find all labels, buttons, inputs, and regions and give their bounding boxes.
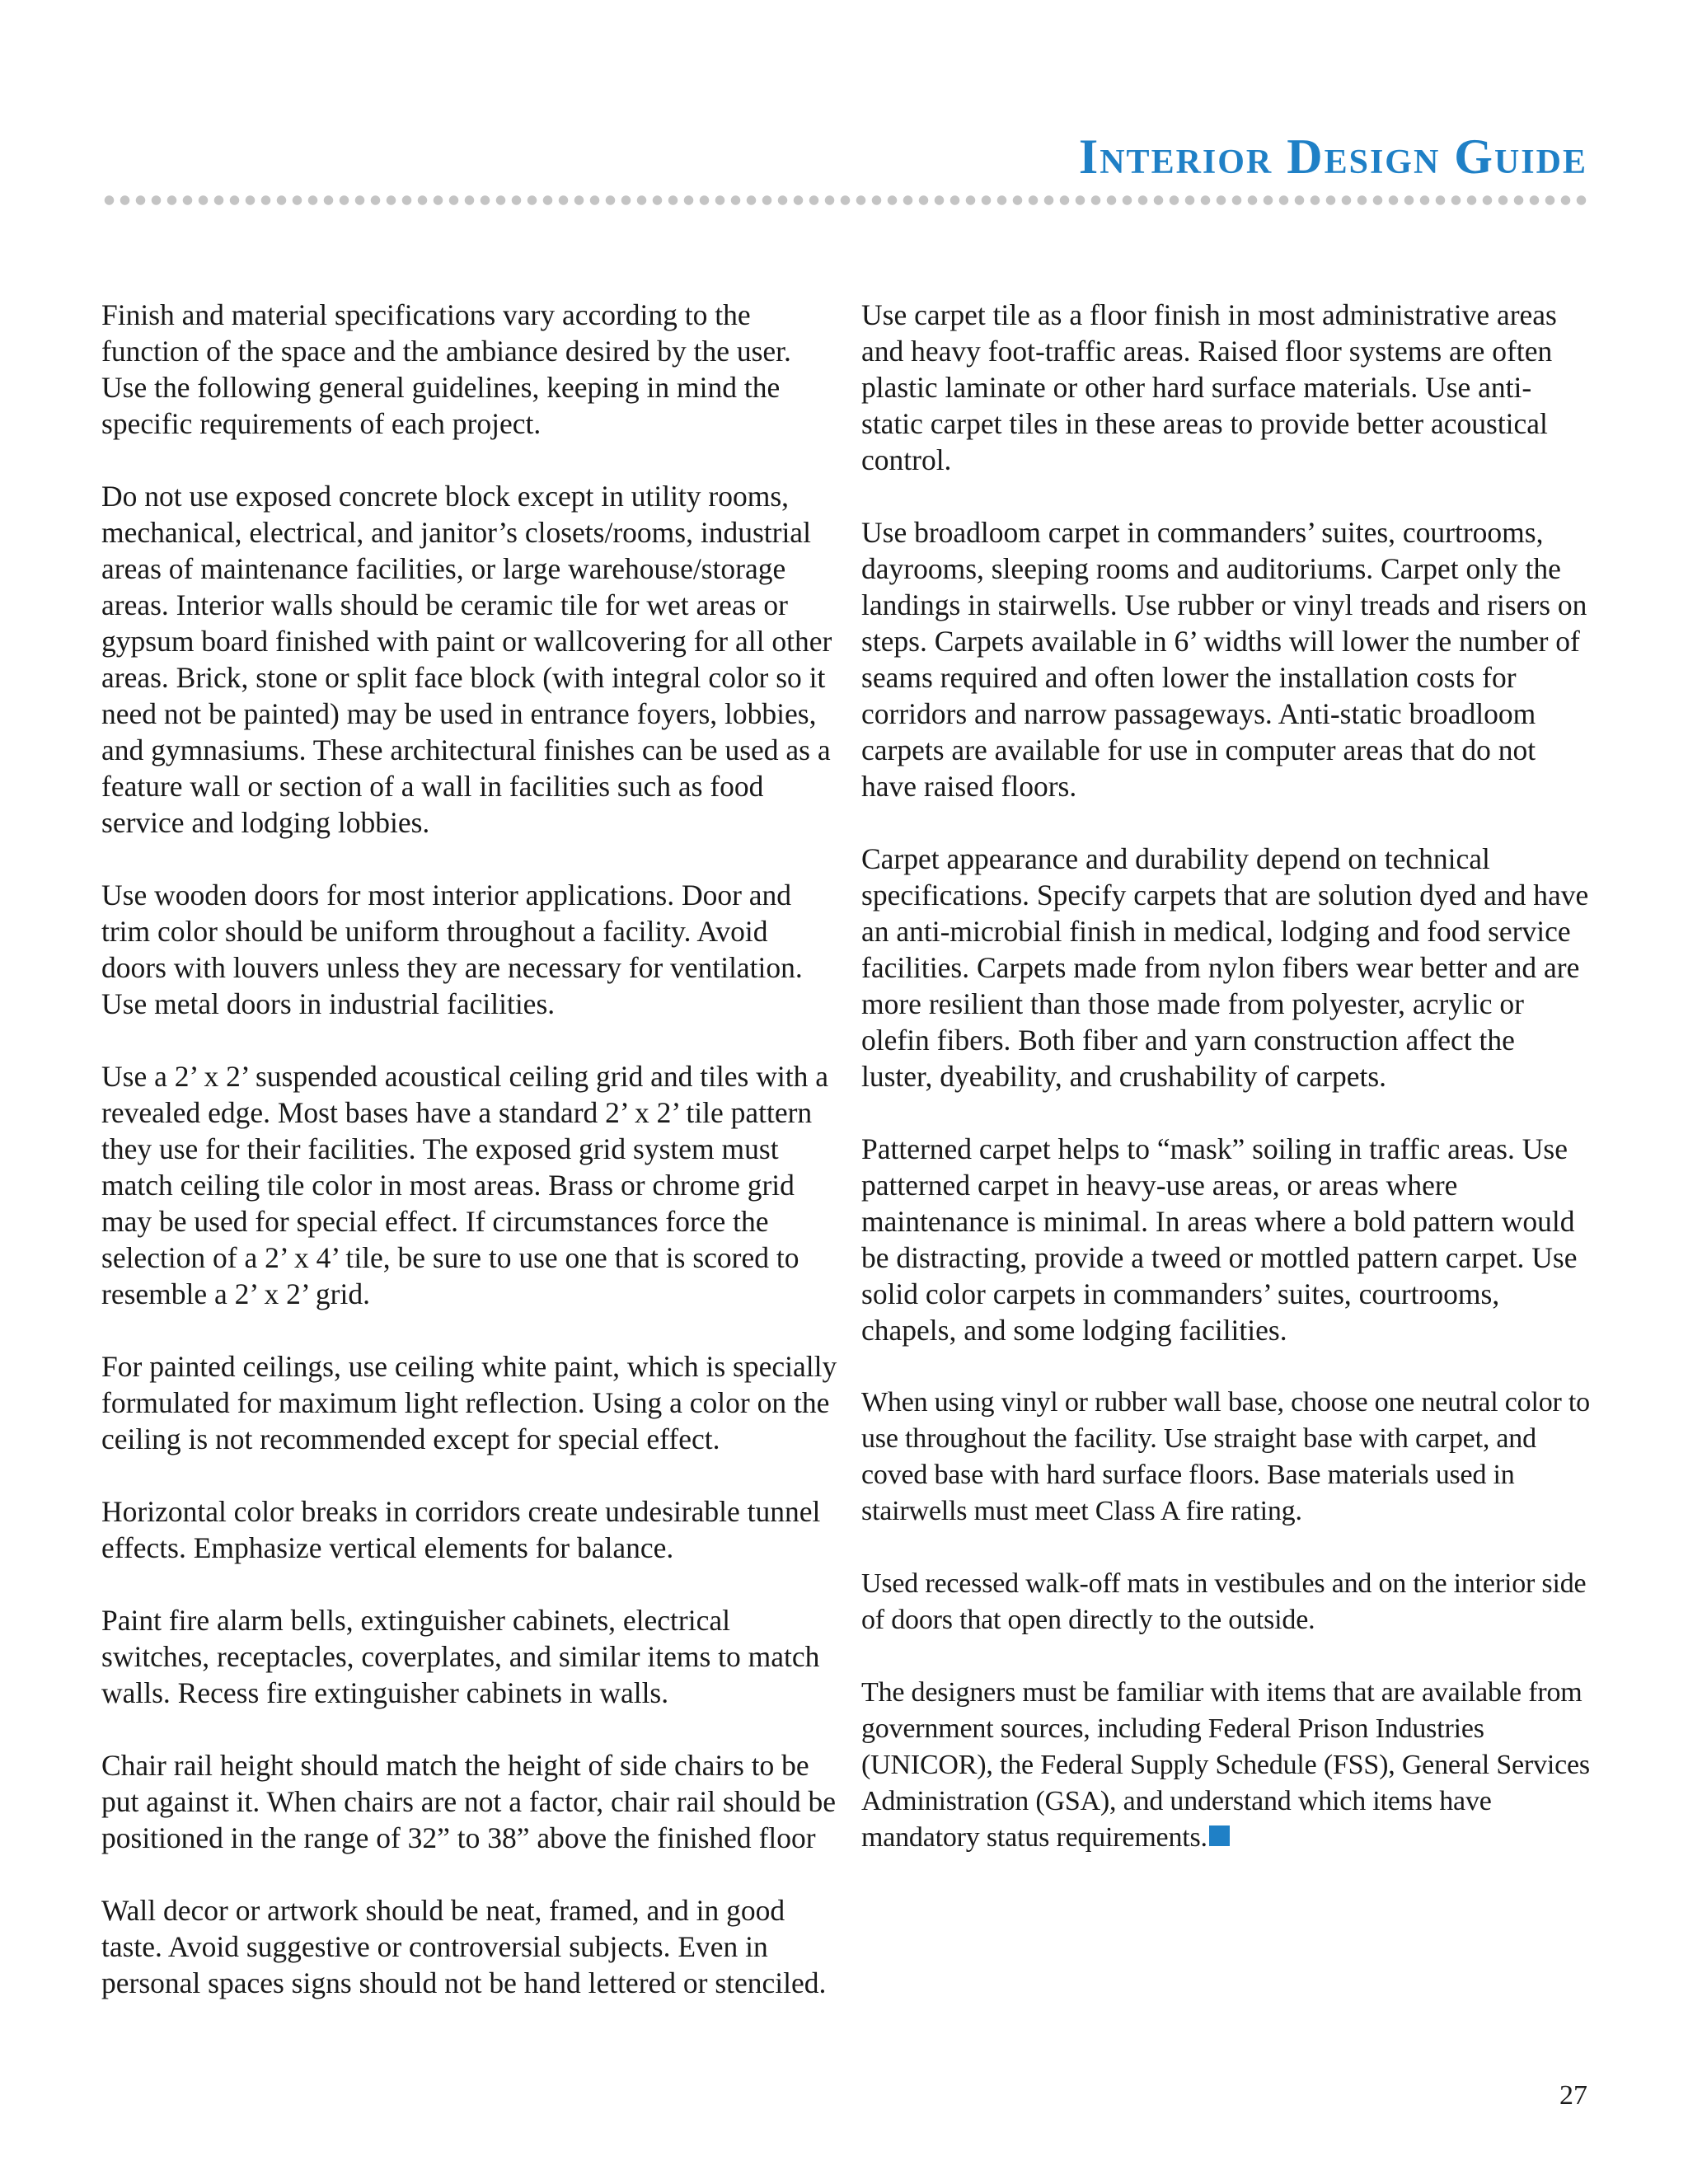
- left-column: [101, 297, 839, 2037]
- paragraph: Use a 2’ x 2’ suspended acoustical ceiling grid and tiles with a revealed edge. Most bases have a standard 2’ x 2’ tile pattern they use for their facilities. The exposed grid system must match ceiling tile color in most areas. Brass or chrome grid may be used for special effect. If circumstances force the selection of a 2’ x 4’ tile, be sure to use one that is scored to resemble a 2’ x 2’ grid.: [101, 1060, 828, 1310]
- right-column: [861, 297, 1591, 1892]
- paragraph: Wall decor or artwork should be neat, framed, and in good taste. Avoid suggestive or controversial subjects. Even in personal spaces signs should not be hand lettered or stenciled.: [101, 1894, 827, 1999]
- page-number: 27: [1559, 2080, 1587, 2111]
- paragraph: Used recessed walk-off mats in vestibules and on the interior side of doors that open directly to the outside.: [861, 1568, 1587, 1635]
- paragraph: Carpet appearance and durability depend on technical specifications. Specify carpets that are solution dyed and have an anti-microbial finish in medical, lodging and food service facilities. Carpets made from nylon fibers wear better and are more resilient than those made from polyester, acrylic or olefin fibers. Both fiber and yarn construction affect the luster, dyeability, and crushability of carpets.: [861, 842, 1589, 1093]
- paragraph: Do not use exposed concrete block except in utility rooms, mechanical, electrical, and janitor’s closets/rooms, industrial areas of maintenance facilities, or large warehouse/storage areas. Interior walls should be ceramic tile for wet areas or gypsum board finished with paint or wallcovering for all other areas. Brick, stone or split face block (with integral color so it need not be painted) may be used in entrance foyers, lobbies, and gymnasiums. These architectural finishes can be used as a feature wall or section of a wall in facilities such as food service and lodging lobbies.: [101, 480, 832, 839]
- page-title: Interior Design Guide: [1078, 129, 1587, 184]
- paragraph: Use broadloom carpet in commanders’ suites, courtrooms, dayrooms, sleeping rooms and auditoriums. Carpet only the landings in stairwells. Use rubber or vinyl treads and risers on steps. Carpets available in 6’ widths will lower the number of seams required and often lower the installation costs for corridors and narrow passageways. Anti-static broadloom carpets are available for use in computer areas that do not have raised floors.: [861, 516, 1587, 803]
- paragraph: For painted ceilings, use ceiling white paint, which is specially formulated for maximum light reflection. Using a color on the ceiling is not recommended except for special effect.: [101, 1350, 837, 1455]
- paragraph-text: The designers must be familiar with items that are available from government sources, including Federal Prison Industries (UNICOR), the Federal Supply Schedule (FSS), General Services Administration (GSA), and understand which items have mandatory status requirements.: [861, 1677, 1590, 1853]
- paragraph: Horizontal color breaks in corridors create undesirable tunnel effects. Emphasize vertical elements for balance.: [101, 1495, 821, 1564]
- paragraph: Chair rail height should match the height of side chairs to be put against it. When chairs are not a factor, chair rail should be positioned in the range of 32” to 38” above the finished floor: [101, 1749, 837, 1854]
- paragraph: When using vinyl or rubber wall base, choose one neutral color to use throughout the facility. Use straight base with carpet, and coved base with hard surface floors. Base materials used in stairwells must meet Class A fire rating.: [861, 1387, 1590, 1526]
- paragraph: Paint fire alarm bells, extinguisher cabinets, electrical switches, receptacles, coverplates, and similar items to match walls. Recess fire extinguisher cabinets in walls.: [101, 1604, 820, 1709]
- paragraph: Patterned carpet helps to “mask” soiling in traffic areas. Use patterned carpet in heavy-use areas, or areas where maintenance is minimal. In areas where a bold pattern would be distracting, provide a tweed or mottled pattern carpet. Use solid color carpets in commanders’ suites, courtrooms, chapels, and some lodging facilities.: [861, 1132, 1578, 1347]
- paragraph: Use carpet tile as a floor finish in most administrative areas and heavy foot-traffic areas. Raised floor systems are often plastic laminate or other hard surface materials. Use anti-static carpet tiles in these areas to provide better acoustical control.: [861, 298, 1557, 476]
- final-paragraph: [861, 1675, 1591, 1856]
- paragraph: Finish and material specifications vary according to the function of the space and the ambiance desired by the user. Use the following general guidelines, keeping in mind the specific requirements of each project.: [101, 298, 791, 440]
- paragraph: Use wooden doors for most interior applications. Door and trim color should be uniform throughout a facility. Avoid doors with louvers unless they are necessary for ventilation. Use metal doors in industrial facilities.: [101, 879, 803, 1020]
- square-end-mark-icon: [1209, 1825, 1230, 1846]
- dotted-divider: [101, 194, 1591, 206]
